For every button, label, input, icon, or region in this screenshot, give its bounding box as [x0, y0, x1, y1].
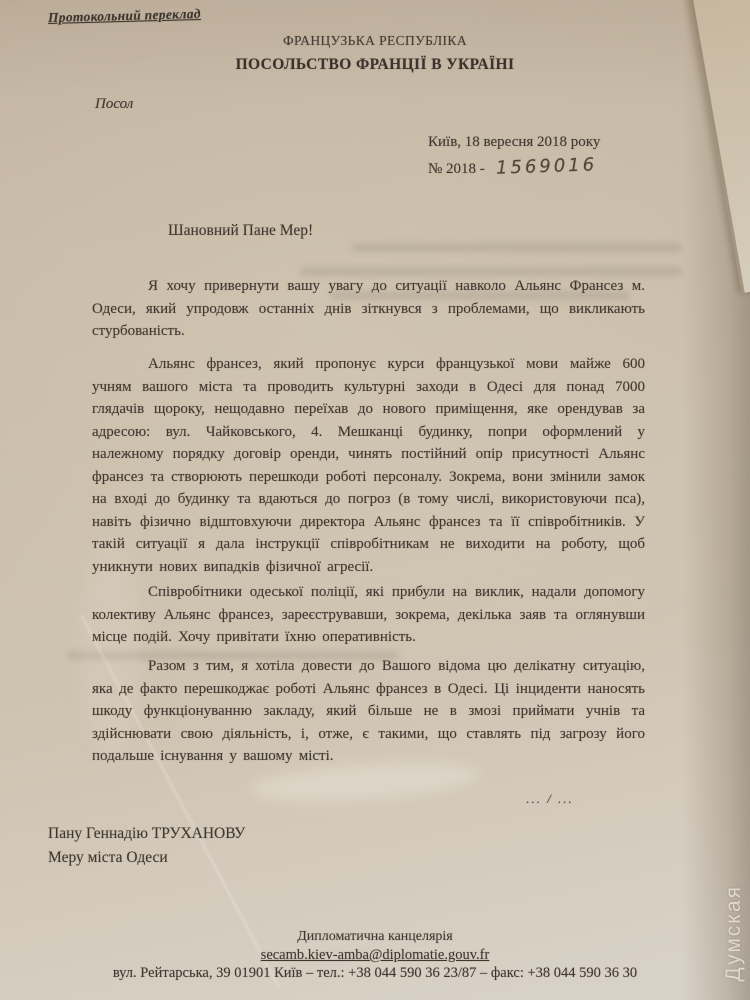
letter-footer: [55, 928, 695, 982]
sender-title: Посол: [95, 96, 134, 112]
reference-number-handwritten: 1569016: [495, 154, 598, 179]
body-paragraph-2: Альянс франсез, який пропонує курси французької мови майже 600 учням вашого міста та проводить культурні заходи в Одесі для понад 7000 глядачів щороку, нещодавно переїхав до нового приміщення, яке орендував за адресою: вул. Чайковського, 4. Мешканці будинку, попри оформлений у належному порядку договір оренди, чинять постійний опір присутності Альянс франсез та створюють перешкоди роботі персоналу. Зокрема, вони змінили замок на вході до будинку та вдаються до погроз (в тому числі, використовуючи пса), навіть фізично відштовхуючи директора Альянс франсез та її співробітників. У такій ситуації я дала інструкції співробітникам не виходити на роботу, щоб уникнути нових випадків фізичної агресії.: [92, 356, 645, 575]
footer-address: вул. Рейтарська, 39 01901 Київ – тел.: +38 044 590 36 23/87 – факс: +38 044 590 36 30: [112, 965, 638, 981]
body-paragraph-4: Разом з тим, я хотіла довести до Вашого відома цю делікатну ситуацію, яка де факто перешкоджає роботі Альянс франсез в Одесі. Ці інциденти наносять шкоду функціонуванню закладу, який більше не в змозі приймати учнів та здійснювати свою діяльність, і, отже, є такими, що ставлять під загрозу його подальше існування у вашому місті.: [92, 658, 645, 764]
letterhead-republic: ФРАНЦУЗЬКА РЕСПУБЛІКА: [282, 33, 467, 48]
reference-block: [428, 130, 600, 182]
addressee-block: [48, 822, 245, 870]
handwritten-annotation: Протокольний переклад: [47, 6, 202, 25]
footer-email: secamb.kiev-amba@diplomatie.gouv.fr: [260, 947, 490, 963]
continuation-mark: ... / ...: [526, 791, 574, 806]
body-paragraph-3: Співробітники одеської поліції, які прибули на виклик, надали допомогу колективу Альянс франсез, зареєструвавши, зокрема, декілька заяв та оглянувши місце подій. Хочу привітати їхню оперативність.: [92, 584, 645, 645]
letterhead-embassy: ПОСОЛЬСТВО ФРАНЦІЇ В УКРАЇНІ: [235, 56, 515, 73]
salutation: Шановний Пане Мер!: [168, 222, 314, 239]
date-line: Київ, 18 вересня 2018 року: [428, 134, 601, 150]
body-paragraph-1: Я хочу привернути вашу увагу до ситуації навколо Альянс Франсез м. Одеси, який упродовж останніх днів зіткнувся з проблемами, що викликають стурбованість.: [92, 278, 645, 339]
watermark-dumskaya: Думская: [722, 885, 745, 982]
reference-number-line: [428, 155, 600, 182]
reference-number-prefix: № 2018 -: [428, 161, 485, 177]
footer-office: Дипломатична канцелярія: [297, 929, 453, 944]
bleed-through-line: [352, 243, 682, 252]
addressee-title: Меру міста Одеси: [48, 849, 168, 866]
addressee-name: Пану Геннадію ТРУХАНОВУ: [48, 825, 246, 842]
